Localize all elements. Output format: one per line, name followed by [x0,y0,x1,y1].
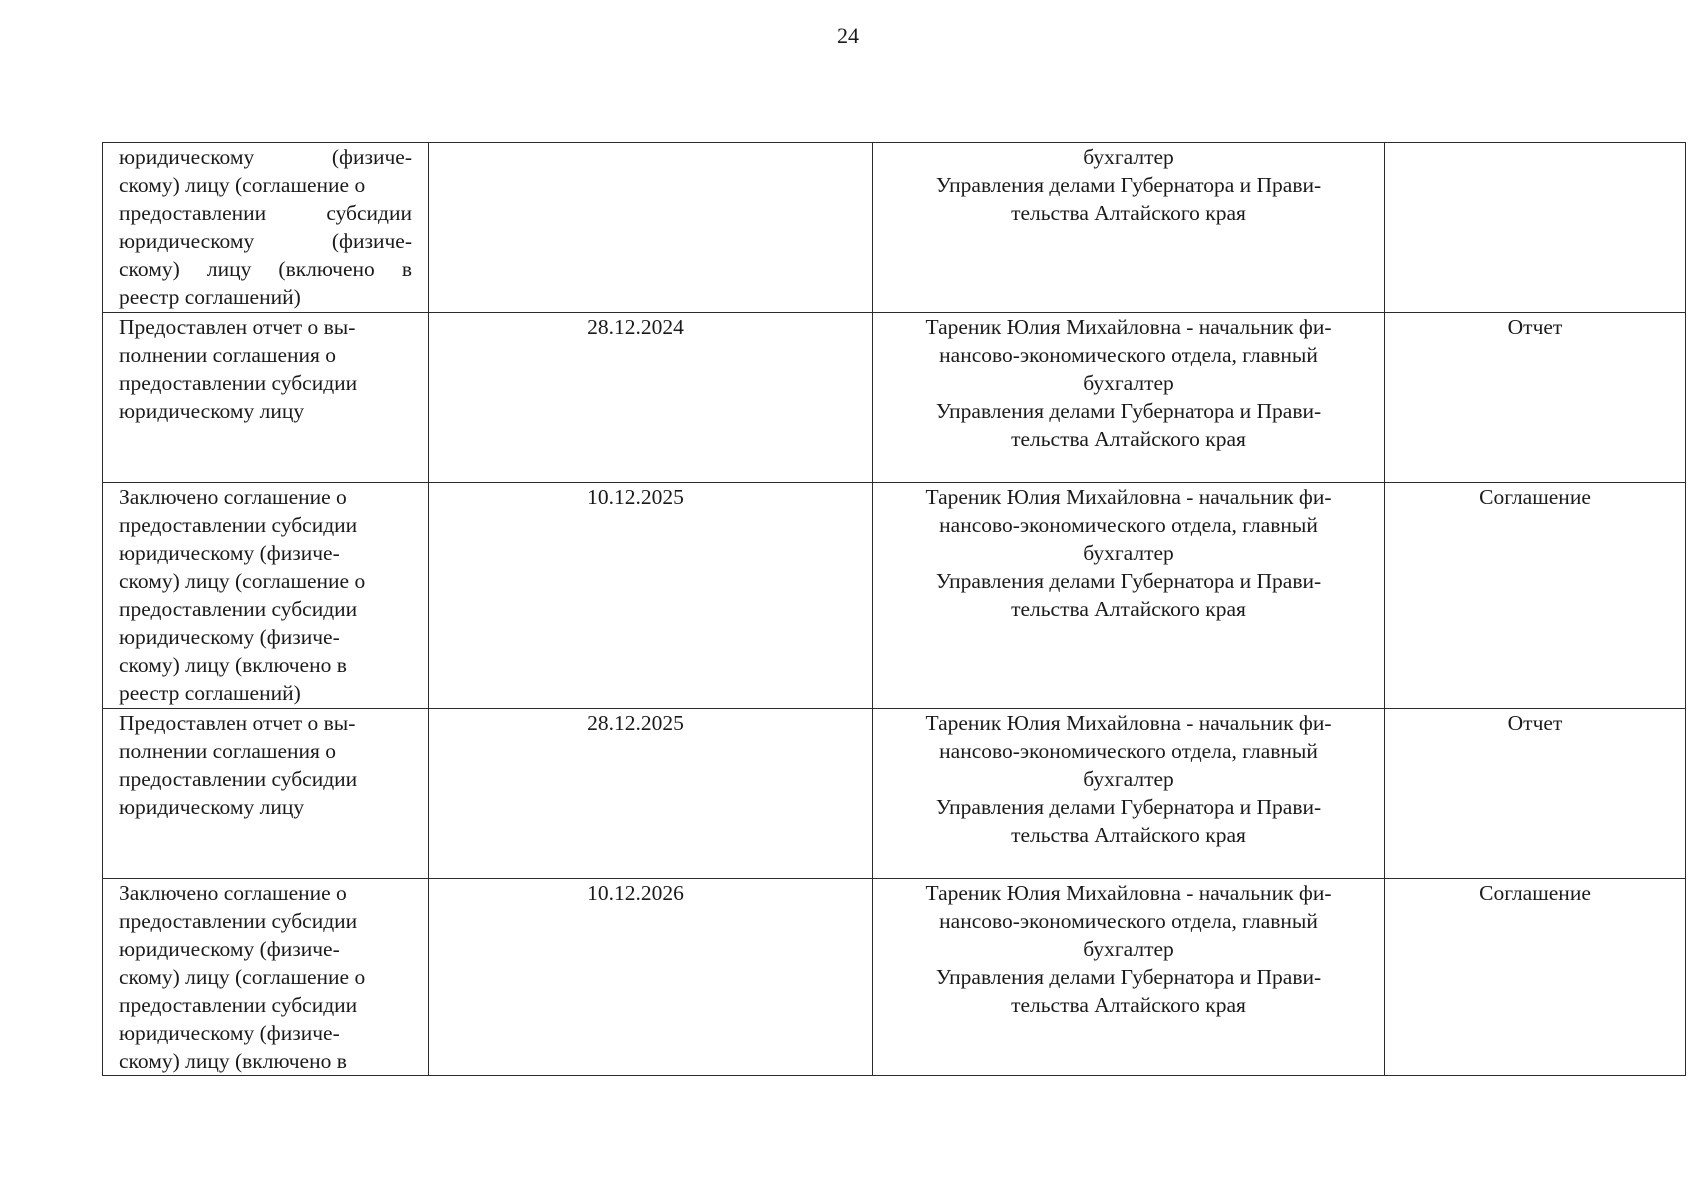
event-line: юридическому (физиче- [119,229,412,253]
document-cell: Отчет [1385,313,1686,483]
event-line: предоставлении субсидии [119,909,358,933]
responsible-line: нансово-экономического отдела, главный [939,739,1318,763]
event-line: полнении соглашения о [119,343,337,367]
event-line: полнении соглашения о [119,739,337,763]
responsible-line: Тареник Юлия Михайловна - начальник фи- [925,711,1332,735]
table-row [103,313,1686,483]
event-line: реестр соглашений) [119,285,301,309]
responsible-line: нансово-экономического отдела, главный [939,513,1318,537]
responsible-line: бухгалтер [1083,767,1174,791]
responsible-line: Тареник Юлия Михайловна - начальник фи- [925,315,1332,339]
event-cell [103,483,429,709]
responsible-line: бухгалтер [1083,541,1174,565]
responsible-line: Управления делами Губернатора и Прави- [935,173,1322,197]
event-line: юридическому (физиче- [119,625,340,649]
event-line: Заключено соглашение о [119,485,347,509]
event-line: реестр соглашений) [119,681,301,705]
event-line: предоставлении субсидии [119,767,358,791]
event-line: юридическому (физиче- [119,145,412,169]
event-cell [103,879,429,1076]
event-line: предоставлении субсидии [119,201,412,225]
responsible-line: нансово-экономического отдела, главный [939,909,1318,933]
responsible-cell [873,709,1385,879]
responsible-line: тельства Алтайского края [1011,823,1246,847]
responsible-line: Управления делами Губернатора и Прави- [935,569,1322,593]
event-line: юридическому (физиче- [119,1021,340,1045]
event-line: Предоставлен отчет о вы- [119,315,356,339]
responsible-line: Управления делами Губернатора и Прави- [935,795,1322,819]
responsible-line: Управления делами Губернатора и Прави- [935,965,1322,989]
table-row [103,143,1686,313]
responsible-cell [873,879,1385,1076]
responsible-line: Управления делами Губернатора и Прави- [935,399,1322,423]
schedule-table [102,142,1686,1076]
responsible-line: тельства Алтайского края [1011,427,1246,451]
document-cell: Соглашение [1385,879,1686,1076]
document-cell: Соглашение [1385,483,1686,709]
event-line: скому) лицу (соглашение о [119,965,366,989]
responsible-line: тельства Алтайского края [1011,201,1246,225]
date-cell [429,143,873,313]
responsible-line: Тареник Юлия Михайловна - начальник фи- [925,485,1332,509]
date-cell: 28.12.2025 [429,709,873,879]
date-cell: 10.12.2026 [429,879,873,1076]
event-line: юридическому (физиче- [119,541,340,565]
event-line: юридическому лицу [119,795,305,819]
event-cell [103,143,429,313]
responsible-line: Тареник Юлия Михайловна - начальник фи- [925,881,1332,905]
event-line: Заключено соглашение о [119,881,347,905]
event-line: скому) лицу (соглашение о [119,173,366,197]
event-line: предоставлении субсидии [119,513,358,537]
table-row [103,483,1686,709]
event-line: предоставлении субсидии [119,993,358,1017]
page-number: 24 [837,23,859,48]
document-cell [1385,143,1686,313]
event-line: скому) лицу (включено в [119,1049,347,1073]
event-cell [103,313,429,483]
responsible-line: нансово-экономического отдела, главный [939,343,1318,367]
event-line: Предоставлен отчет о вы- [119,711,356,735]
event-line: скому) лицу (включено в [119,653,347,677]
event-line: скому) лицу (включено в [119,257,412,281]
responsible-line: тельства Алтайского края [1011,993,1246,1017]
date-cell: 28.12.2024 [429,313,873,483]
document-cell: Отчет [1385,709,1686,879]
date-cell: 10.12.2025 [429,483,873,709]
event-line: предоставлении субсидии [119,597,358,621]
event-line: скому) лицу (соглашение о [119,569,366,593]
table-row [103,709,1686,879]
responsible-cell [873,143,1385,313]
responsible-line: бухгалтер [1083,371,1174,395]
table-row [103,879,1686,1076]
responsible-cell [873,483,1385,709]
event-cell [103,709,429,879]
event-line: юридическому (физиче- [119,937,340,961]
event-line: предоставлении субсидии [119,371,358,395]
responsible-line: бухгалтер [1083,937,1174,961]
responsible-cell [873,313,1385,483]
event-line: юридическому лицу [119,399,305,423]
responsible-line: тельства Алтайского края [1011,597,1246,621]
responsible-line: бухгалтер [1083,145,1174,169]
